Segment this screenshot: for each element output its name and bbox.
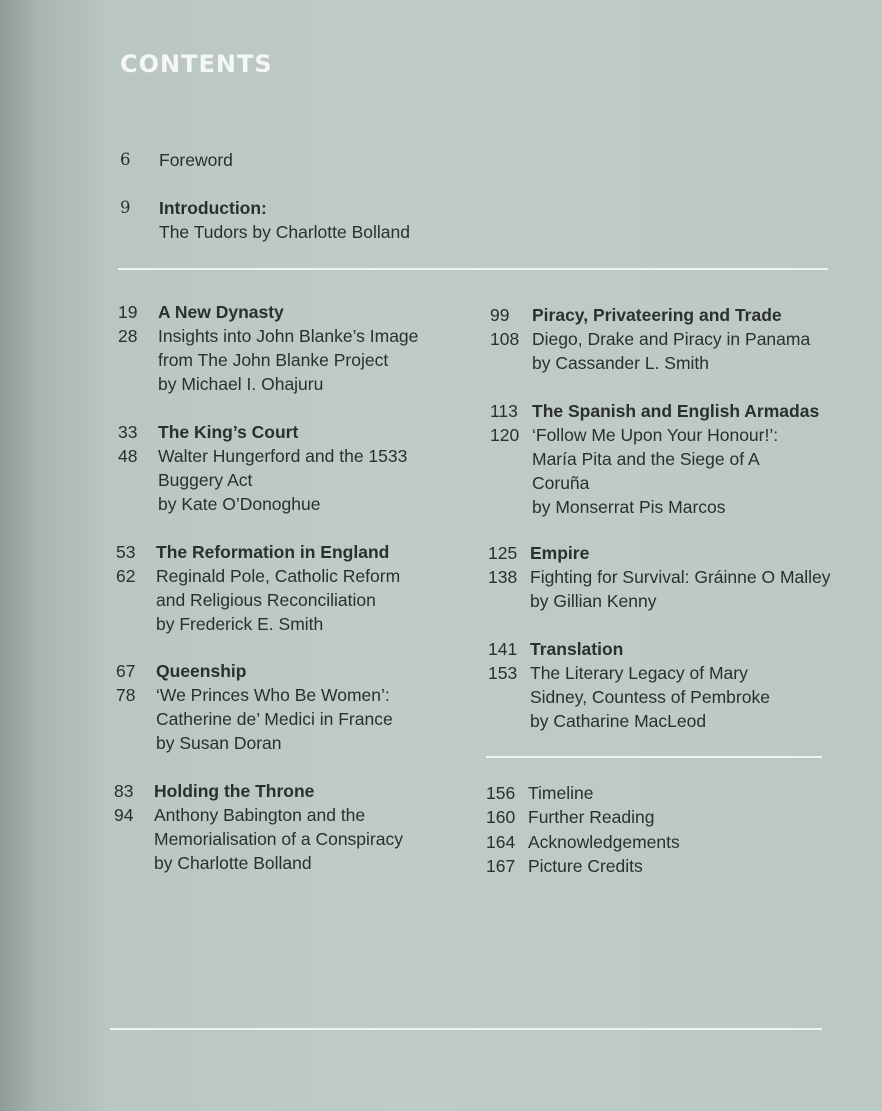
toc-section <box>488 541 831 613</box>
page-number: 28 <box>118 326 138 346</box>
entry-title: Introduction: <box>159 198 267 218</box>
page-number: 120 <box>490 425 520 445</box>
essay-title: Reginald Pole, Catholic Reform <box>156 566 401 586</box>
essay-author: by Cassander L. Smith <box>532 353 710 373</box>
entry-title: Timeline <box>528 783 594 803</box>
section-title: The Reformation in England <box>156 542 390 562</box>
section-title: Piracy, Privateering and Trade <box>532 305 782 325</box>
toc-section <box>118 300 418 396</box>
page-number: 138 <box>488 567 518 587</box>
essay-title: Catherine de’ Medici in France <box>156 709 393 729</box>
essay-title: Sidney, Countess of Pembroke <box>530 687 770 707</box>
essay-title: Memorialisation of a Conspiracy <box>154 829 403 849</box>
toc-section <box>490 303 810 375</box>
toc-entry-back <box>486 781 593 805</box>
toc-entry-back <box>486 805 654 829</box>
page-number: 78 <box>116 685 136 705</box>
page-number: 94 <box>114 805 134 825</box>
entry-title: Further Reading <box>528 807 655 828</box>
essay-author: by Gillian Kenny <box>530 591 657 611</box>
page-number: 19 <box>118 302 138 322</box>
divider-bottom <box>110 1028 822 1030</box>
essay-author: by Charlotte Bolland <box>154 853 312 873</box>
page-number: 83 <box>114 781 134 801</box>
entry-title: Foreword <box>159 150 233 170</box>
essay-author: by Frederick E. Smith <box>156 614 324 634</box>
toc-section <box>114 779 403 875</box>
essay-title: and Religious Reconciliation <box>156 590 376 610</box>
page-number: 125 <box>488 543 518 563</box>
page-number: 156 <box>486 783 516 803</box>
section-title: Empire <box>530 543 590 563</box>
section-title: A New Dynasty <box>158 302 284 322</box>
page-number: 167 <box>486 855 516 876</box>
toc-section <box>488 637 770 733</box>
essay-author: by Susan Doran <box>156 733 282 753</box>
essay-author: by Kate O’Donoghue <box>158 494 321 514</box>
essay-author: by Michael I. Ohajuru <box>158 374 324 394</box>
page-number: 48 <box>118 446 138 466</box>
essay-title: Coruña <box>532 473 590 493</box>
page-number: 160 <box>486 807 516 828</box>
divider-right-column <box>486 756 822 758</box>
essay-title: Anthony Babington and the <box>154 805 366 825</box>
toc-entry-front <box>120 196 410 244</box>
section-title: The King’s Court <box>158 422 299 442</box>
essay-title: María Pita and the Siege of A <box>532 449 760 469</box>
section-title: Holding the Throne <box>154 781 315 801</box>
entry-subtitle: The Tudors by Charlotte Bolland <box>159 222 410 242</box>
toc-entry-front <box>120 148 233 172</box>
essay-title: Buggery Act <box>158 470 253 490</box>
essay-title: Walter Hungerford and the 1533 <box>158 446 408 466</box>
essay-title: Insights into John Blanke’s Image <box>158 326 419 346</box>
page-number: 153 <box>488 663 518 683</box>
essay-author: by Catharine MacLeod <box>530 711 707 731</box>
page-number: 6 <box>120 150 131 169</box>
page-number: 99 <box>490 305 510 325</box>
essay-title: from The John Blanke Project <box>158 350 389 370</box>
section-title: Translation <box>530 639 624 659</box>
divider-top <box>118 268 828 270</box>
page-number: 164 <box>486 831 516 852</box>
page-number: 33 <box>118 422 138 442</box>
page-number: 67 <box>116 661 136 681</box>
page-title: CONTENTS <box>120 50 273 78</box>
page-number: 62 <box>116 566 136 586</box>
toc-section <box>116 540 400 636</box>
essay-title: Diego, Drake and Piracy in Panama <box>532 329 811 349</box>
essay-title: ‘We Princes Who Be Women’: <box>156 685 390 705</box>
page-number: 113 <box>490 401 518 421</box>
essay-title: ‘Follow Me Upon Your Honour!’: <box>532 425 779 445</box>
toc-entry-back <box>486 854 643 878</box>
page-number: 141 <box>488 639 518 659</box>
essay-author: by Monserrat Pis Marcos <box>532 497 726 517</box>
entry-title: Picture Credits <box>528 855 643 876</box>
page-number: 53 <box>116 542 136 562</box>
section-title: Queenship <box>156 661 247 681</box>
toc-section <box>490 399 819 519</box>
page-number: 108 <box>490 329 520 349</box>
essay-title: The Literary Legacy of Mary <box>530 663 748 683</box>
page-number: 9 <box>120 198 131 217</box>
toc-section <box>116 659 393 755</box>
section-title: The Spanish and English Armadas <box>532 401 820 421</box>
essay-title: Fighting for Survival: Gráinne O Malley <box>530 567 831 587</box>
toc-entry-back <box>486 830 680 854</box>
entry-title: Acknowledgements <box>528 831 680 852</box>
toc-section <box>118 420 407 516</box>
